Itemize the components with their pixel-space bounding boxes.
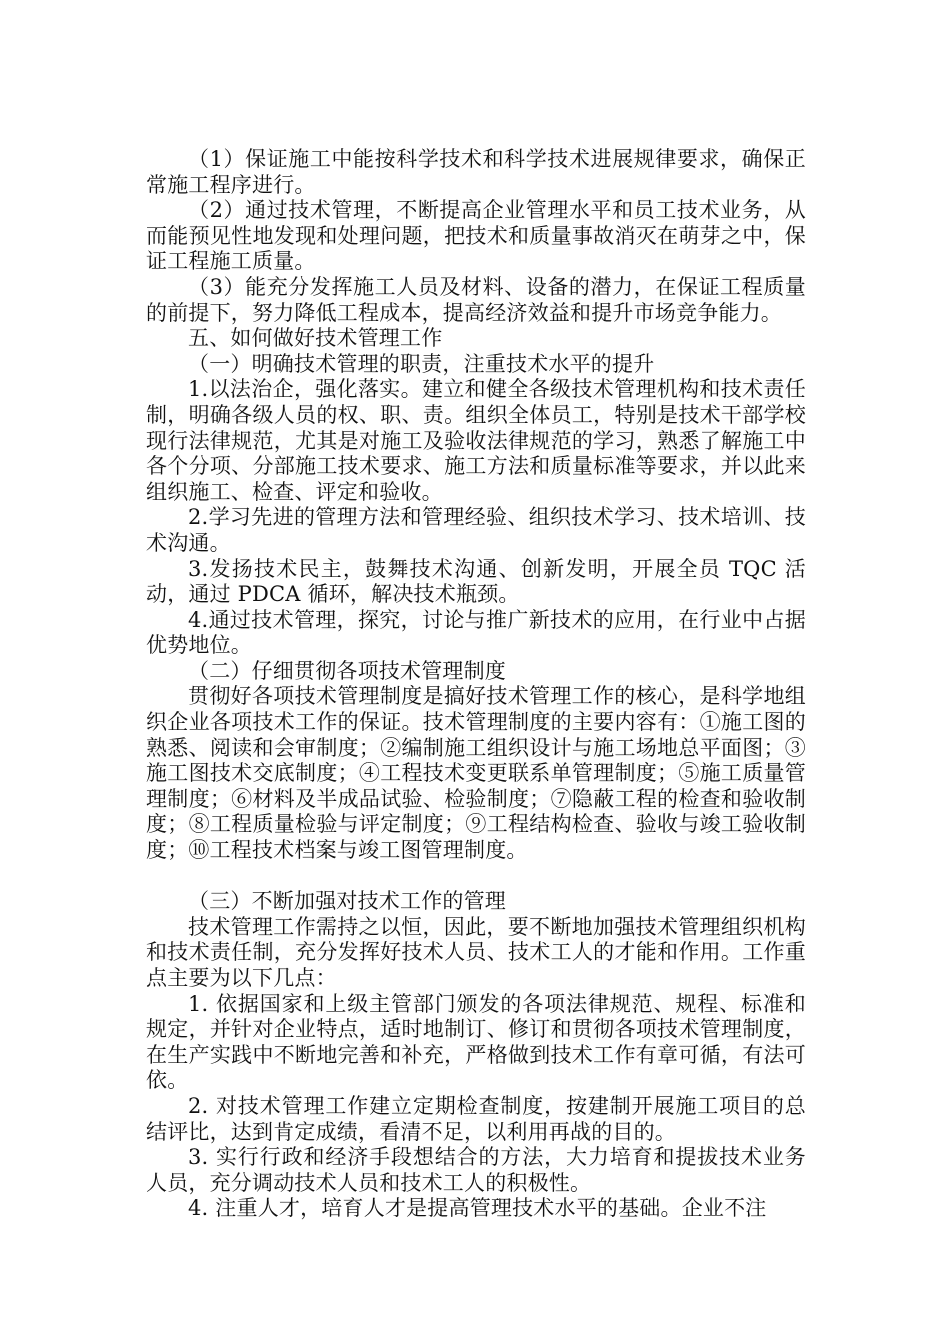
paragraph-goal-1: （1）保证施工中能按科学技术和科学技术进展规律要求，确保正常施工程序进行。: [146, 147, 806, 197]
paragraph-point-2: 2. 对技术管理工作建立定期检查制度，按建制开展施工项目的总结评比，达到肯定成绩，看清不足，以利用再战的目的。: [146, 1093, 806, 1144]
paragraph-item-3: 3.发扬技术民主，鼓舞技术沟通、创新发明，开展全员 TQC 活动，通过 PDCA 循环，解决技术瓶颈。: [146, 556, 806, 607]
subheading-1: （一）明确技术管理的职责，注重技术水平的提升: [188, 351, 655, 376]
section-heading-5: 五、如何做好技术管理工作: [188, 326, 443, 351]
subheading-3: （三）不断加强对技术工作的管理: [188, 889, 506, 914]
paragraph-intro: 技术管理工作需持之以恒，因此，要不断地加强技术管理组织机构和技术责任制，充分发挥好技术人员、技术工人的才能和作用。工作重点主要为以下几点：: [146, 914, 806, 990]
document-body: [146, 147, 806, 1222]
paragraph-item-2: 2.学习先进的管理方法和管理经验、组织技术学习、技术培训、技术沟通。: [146, 505, 806, 555]
paragraph-goal-2: （2）通过技术管理，不断提高企业管理水平和员工技术业务，从而能预见性地发现和处理问题，把技术和质量事故消灭在萌芽之中，保证工程施工质量。: [146, 198, 806, 274]
paragraph-point-3: 3. 实行行政和经济手段想结合的方法，大力培育和提拔技术业务人员，充分调动技术人员和技术工人的积极性。: [146, 1145, 806, 1195]
blank-line: [146, 864, 806, 890]
paragraph-point-4: 4. 注重人才，培育人才是提高管理技术水平的基础。企业不注: [188, 1196, 767, 1221]
paragraph-item-4: 4.通过技术管理，探究，讨论与推广新技术的应用，在行业中占据优势地位。: [146, 607, 806, 658]
paragraph-item-1: 1.以法治企，强化落实。建立和健全各级技术管理机构和技术责任制，明确各级人员的权、职、责。组织全体员工，特别是技术干部学校现行法律规范，尤其是对施工及验收法律规范的学习，熟悉了解施工中各个分项、分部施工技术要求、施工方法和质量标准等要求，并以此来组织施工、检查、评定和验收。: [146, 377, 806, 504]
subheading-2: （二）仔细贯彻各项技术管理制度: [188, 658, 506, 683]
paragraph-point-1: 1. 依据国家和上级主管部门颁发的各项法律规范、规程、标准和规定，并针对企业特点，适时地制订、修订和贯彻各项技术管理制度，在生产实践中不断地完善和补充，严格做到技术工作有章可循，有法可依。: [146, 991, 806, 1093]
paragraph-goal-3: （3）能充分发挥施工人员及材料、设备的潜力，在保证工程质量的前提下，努力降低工程成本，提高经济效益和提升市场竞争能力。: [146, 274, 806, 325]
paragraph-system-list: 贯彻好各项技术管理制度是搞好技术管理工作的核心，是科学地组织企业各项技术工作的保证。技术管理制度的主要内容有：①施工图的熟悉、阅读和会审制度；②编制施工组织设计与施工场地总平面图；③施工图技术交底制度；④工程技术变更联系单管理制度；⑤施工质量管理制度；⑥材料及半成品试验、检验制度；⑦隐蔽工程的检查和验收制度；⑧工程质量检验与评定制度；⑨工程结构检查、验收与竣工验收制度；⑩工程技术档案与竣工图管理制度。: [146, 684, 806, 863]
